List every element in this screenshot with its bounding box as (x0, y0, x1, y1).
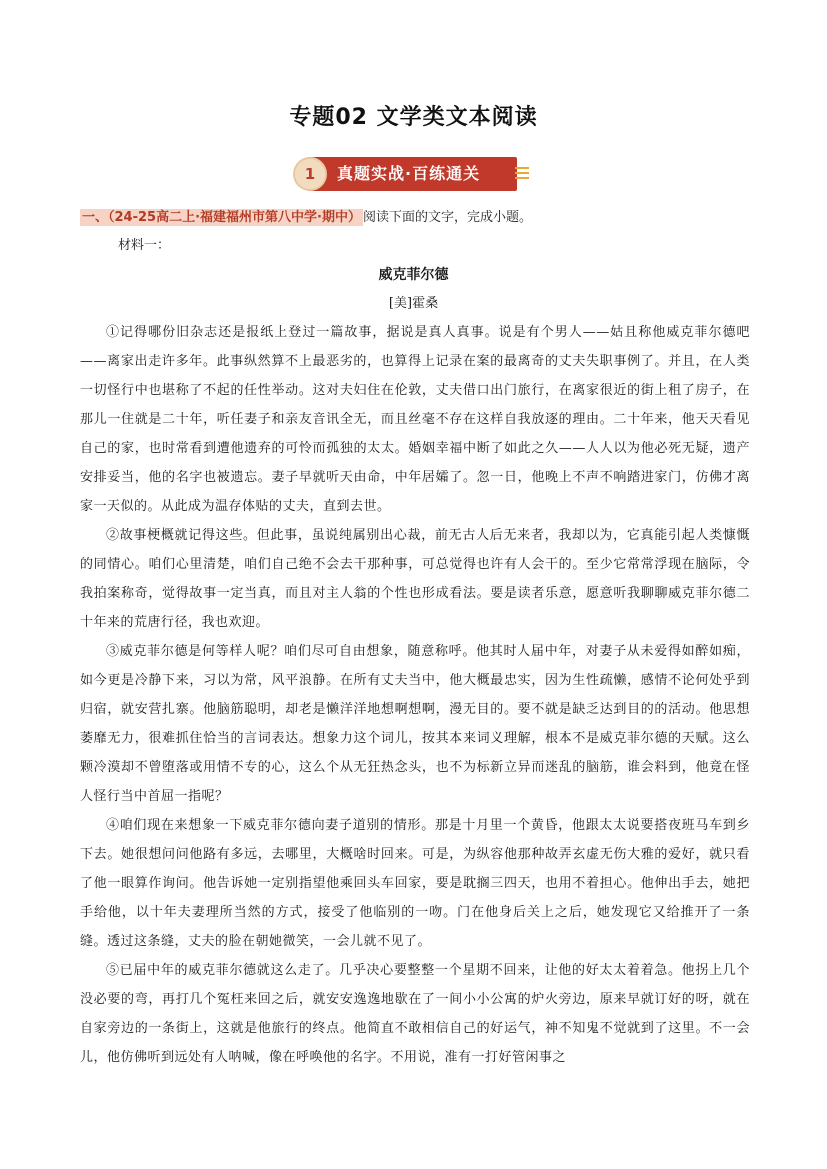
paragraph-5: ⑤已届中年的威克菲尔德就这么走了。几乎决心要整整一个星期不回来，让他的好太太着着急。他拐上几个没必要的弯，再打几个冤枉来回之后，就安安逸逸地歇在了一间小小公寓的炉火旁边，原来早就订好的呀，就在自家旁边的一条街上，这就是他旅行的终点。他简直不敢相信自己的好运气，神不知鬼不觉就到了这里。不一会儿，他仿佛听到远处有人呐喊，像在呼唤他的名字。不用说，准有一打好管闲事之 (80, 963, 750, 1065)
material-label: 材料一： (118, 238, 171, 253)
paragraph-4: ④咱们现在来想象一下威克菲尔德向妻子道别的情形。那是十月里一个黄昏，他跟太太说要搭夜班马车到乡下去。她很想问问他路有多远，去哪里，大概啥时回来。可是，为纵容他那种故弄玄虚无伤大雅的爱好，就只看了他一眼算作询问。他告诉她一定别指望他乘回头车回家，要是耽搁三四天，也用不着担心。他伸出手去，她把手给他，以十年夫妻理所当然的方式，接受了他临别的一吻。门在他身后关上之后，她发现它又给推开了一条缝。透过这条缝，丈夫的脸在朝她微笑，一会儿就不见了。 (80, 818, 750, 949)
question-source-tag: 一、（24-25高二上·福建福州市第八中学·期中） (82, 210, 361, 225)
question-header (80, 206, 532, 228)
banner-stripes-icon (515, 167, 529, 182)
paragraph-1: ①记得哪份旧杂志还是报纸上登过一篇故事，据说是真人真事。说是有个男人——姑且称他威克菲尔德吧——离家出走许多年。此事纵然算不上最恶劣的，也算得上记录在案的最离奇的丈夫失职事例了。并且，在人类一切怪行中也堪称了不起的任性举动。这对夫妇住在伦敦，丈夫借口出门旅行，在离家很近的街上租了房子，在那儿一住就是二十年，听任妻子和亲友音讯全无，而且丝毫不存在这样自我放逐的理由。二十年来，他天天看见自己的家，也时常看到遭他遗弃的可怜而孤独的太太。婚姻幸福中断了如此之久——人人以为他必死无疑，遗产安排妥当，他的名字也被遗忘。妻子早就听天由命，中年居孀了。忽一日，他晚上不声不响踏进家门，仿佛才离家一天似的。从此成为温存体贴的丈夫，直到去世。 (80, 325, 750, 514)
section-banner (293, 155, 533, 195)
story-title: 威克菲尔德 (378, 267, 449, 283)
story-author: [美]霍桑 (388, 296, 439, 311)
paragraph-2: ②故事梗概就记得这些。但此事，虽说纯属别出心裁，前无古人后无来者，我却以为，它真能引起人类慷慨的同情心。咱们心里清楚，咱们自己绝不会去干那种事，可总觉得也许有人会干的。至少它常常浮现在脑际，令我拍案称奇，觉得故事一定当真，而且对主人翁的个性也形成看法。要是读者乐意，愿意听我聊聊威克菲尔德二十年来的荒唐行径，我也欢迎。 (80, 528, 750, 630)
page-title: 专题02 文学类文本阅读 (289, 105, 538, 130)
paragraph-3: ③威克菲尔德是何等样人呢？咱们尽可自由想象，随意称呼。他其时人届中年，对妻子从未爱得如醉如痴，如今更是冷静下来，习以为常，风平浪静。在所有丈夫当中，他大概最忠实，因为生性疏懒，感情不论何处乎到归宿，就安营扎寨。他脑筋聪明，却老是懒洋洋地想啊想啊，漫无目的。要不就是缺乏达到目的的活动。他思想萎靡无力，很难抓住恰当的言词表达。想象力这个词儿，按其本来词义理解，根本不是威克菲尔德的天赋。这么颗冷漠却不曾堕落或用情不专的心，这么个从无狂热念头，也不为标新立异而迷乱的脑筋，谁会料到，他竟在怪人怪行当中首屈一指呢？ (80, 644, 750, 804)
story-body (80, 318, 750, 1072)
banner-number-badge: 1 (293, 157, 327, 191)
banner-label: 真题实战·百练通关 (337, 164, 481, 183)
question-prompt: 阅读下面的文字，完成小题。 (362, 210, 532, 225)
